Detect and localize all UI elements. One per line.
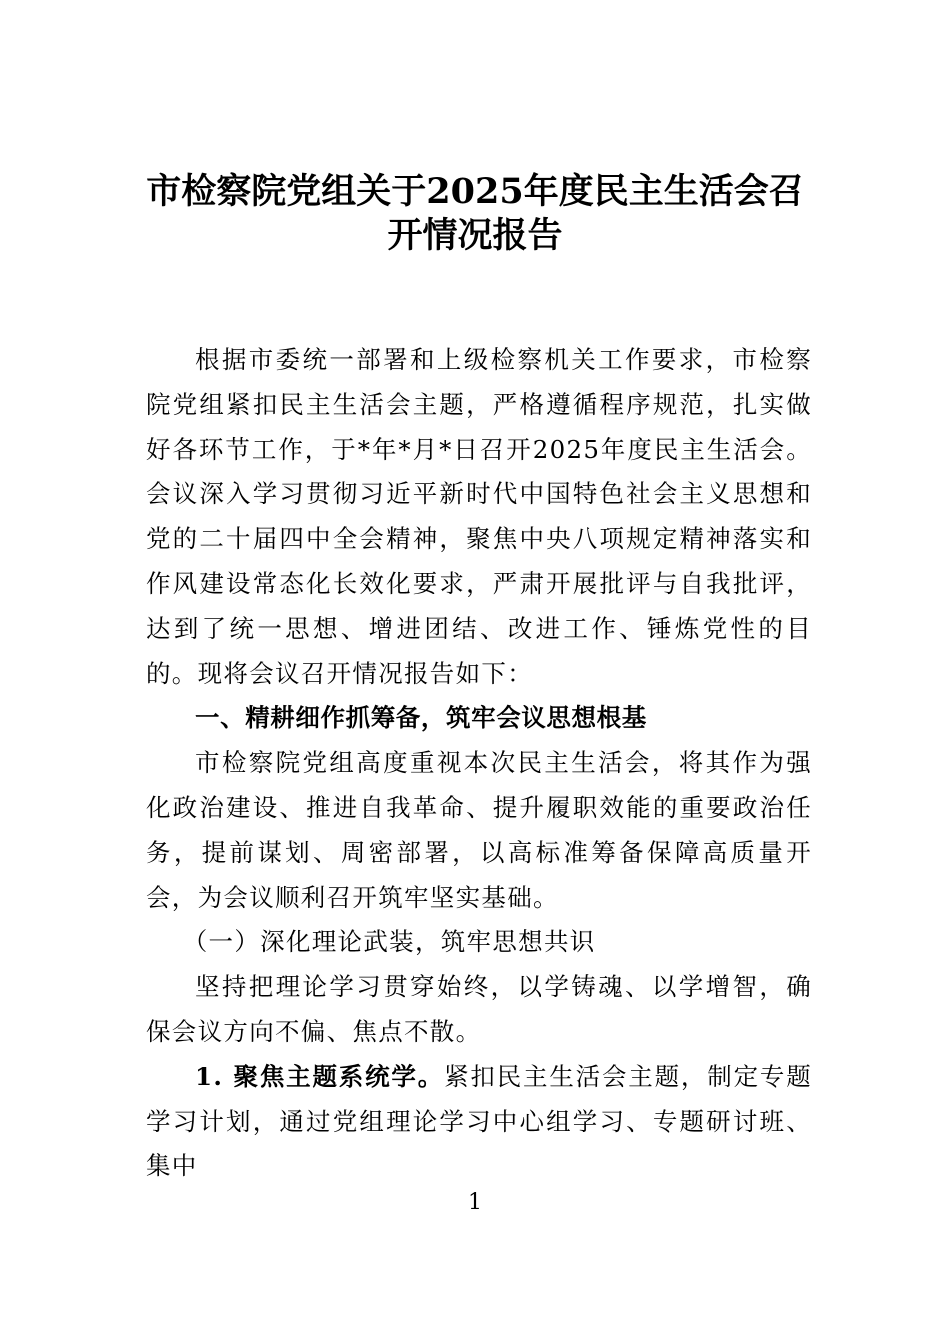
document-title-line-1: 市检察院党组关于2025年度民主生活会召 [146, 171, 804, 212]
section-1-heading: 一、精耕细作抓筹备，筑牢会议思想根基 [195, 703, 647, 733]
document-title-line-2: 开情况报告 [387, 215, 563, 256]
section-1-paragraph: 市检察院党组高度重视本次民主生活会，将其作为强化政治建设、推进自我革命、提升履职效能的重要政治任务，提前谋划、周密部署，以高标准筹备保障高质量开会，为会议顺利召开筑牢坚实基础。 [146, 748, 812, 912]
intro-paragraph: 根据市委统一部署和上级检察机关工作要求，市检察院党组紧扣民主生活会主题，严格遵循程序规范，扎实做好各环节工作，于*年*月*日召开2025年度民主生活会。会议深入学习贯彻习近平新时代中国特色社会主义思想和党的二十届四中全会精神，聚焦中央八项规定精神落实和作风建设常态化长效化要求，严肃开展批评与自我批评，达到了统一思想、增进团结、改进工作、锤炼党性的目的。现将会议召开情况报告如下： [146, 345, 812, 688]
subsection-1-paragraph: 坚持把理论学习贯穿始终，以学铸魂、以学增智，确保会议方向不偏、焦点不散。 [146, 972, 812, 1046]
item-1-text: 紧扣民主生活会主题，制定专题学习计划，通过党组理论学习中心组学习、专题研讨班、集中 [146, 1061, 813, 1181]
document-body [146, 338, 812, 1189]
page-number: 1 [468, 1190, 482, 1215]
item-1-lead: 1. 聚焦主题系统学。 [195, 1061, 445, 1091]
item-1-paragraph [146, 1055, 812, 1189]
subsection-1-heading: （一）深化理论武装，筑牢思想共识 [182, 927, 596, 957]
